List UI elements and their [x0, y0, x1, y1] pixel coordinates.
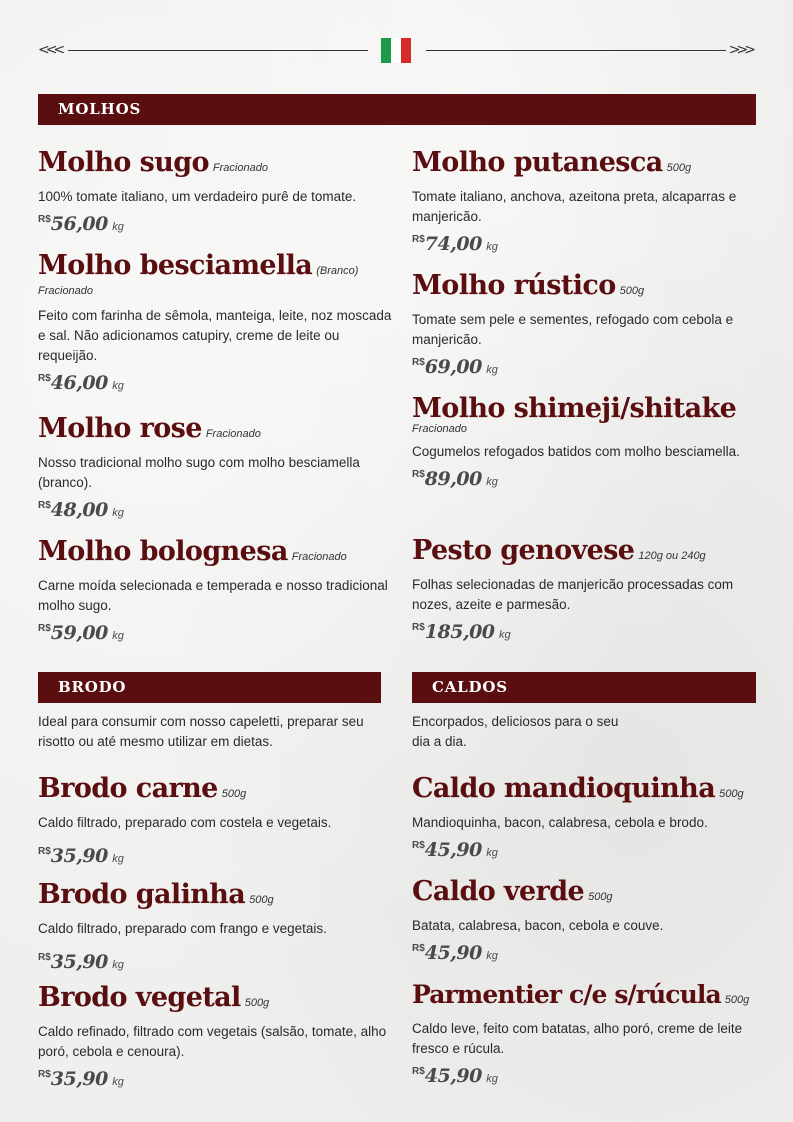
item-price: $^{R\$}$35,90 kg: [38, 845, 124, 867]
item-price: $^{R\$}$89,00 kg: [412, 468, 498, 490]
menu-item: [412, 978, 757, 1087]
item-description: Caldo filtrado, preparado com frango e vegetais.: [38, 921, 327, 936]
item-price: $^{R\$}$69,00 kg: [412, 356, 498, 378]
menu-item: [412, 269, 772, 378]
menu-item: [38, 249, 398, 394]
item-price: $^{R\$}$48,00 kg: [38, 499, 124, 521]
item-description: Nosso tradicional molho sugo com molho besciamella (branco).: [38, 455, 360, 490]
item-tag: 500g: [249, 894, 274, 906]
item-tag: 120g ou 240g: [638, 550, 706, 562]
item-tag: Fracionado: [38, 285, 94, 297]
item-price: $^{R\$}$45,90 kg: [412, 1065, 498, 1087]
menu-item: [412, 392, 772, 490]
item-name: Molho putanesca 500g: [412, 147, 692, 178]
item-description: 100% tomate italiano, um verdadeiro purê de tomate.: [38, 189, 357, 204]
italian-flag-icon: [381, 38, 411, 63]
item-tag: Fracionado: [412, 423, 468, 435]
item-description: Caldo filtrado, preparado com costela e vegetais.: [38, 815, 332, 830]
item-description: Tomate sem pele e sementes, refogado com cebola e manjericão.: [412, 312, 734, 347]
item-tag: Fracionado: [212, 162, 268, 174]
item-tag: Fracionado: [291, 551, 347, 563]
top-decoration: [38, 38, 756, 64]
item-name: Molho shimeji/shitake: [412, 393, 737, 424]
menu-item: [38, 146, 398, 235]
item-name: Molho rústico 500g: [412, 270, 645, 301]
item-name: Parmentier c/e s/rúcula 500g: [412, 980, 750, 1009]
arrow-right-icon: >>>: [728, 42, 752, 58]
item-name: Brodo galinha 500g: [38, 879, 274, 910]
arrow-left-icon: <<<: [38, 42, 62, 58]
item-description: Tomate italiano, anchova, azeitona preta, alcaparras e manjericão.: [412, 189, 737, 224]
menu-item: [38, 878, 398, 973]
item-description: Cogumelos refogados batidos com molho besciamella.: [412, 444, 740, 459]
menu-item: [412, 146, 772, 255]
item-description: Mandioquinha, bacon, calabresa, cebola e brodo.: [412, 815, 708, 830]
item-tag: 500g: [666, 162, 692, 174]
menu-item: [412, 772, 772, 861]
item-price: $^{R\$}$74,00 kg: [412, 233, 498, 255]
divider-right: [426, 50, 726, 51]
item-name: Caldo verde 500g: [412, 876, 613, 907]
item-name: Brodo carne 500g: [38, 773, 247, 804]
item-price: $^{R\$}$45,90 kg: [412, 839, 498, 861]
item-description: Caldo refinado, filtrado com vegetais (salsão, tomate, alho poró, cebola e cenoura).: [38, 1024, 387, 1059]
section-header-caldos: CALDOS: [412, 672, 756, 703]
item-name: Brodo vegetal 500g: [38, 982, 270, 1013]
menu-item: [412, 534, 772, 643]
brodo-intro: Ideal para consumir com nosso capeletti, preparar seu risotto ou até mesmo utilizar em dietas.: [38, 714, 364, 749]
section-header-molhos: MOLHOS: [38, 94, 756, 125]
item-price: $^{R\$}$56,00 kg: [38, 213, 124, 235]
item-name: Caldo mandioquinha 500g: [412, 773, 744, 804]
item-name: Molho sugo Fracionado: [38, 147, 268, 178]
item-name: Pesto genovese 120g ou 240g: [412, 535, 706, 566]
item-price: $^{R\$}$45,90 kg: [412, 942, 498, 964]
item-tag: (Branco): [316, 265, 359, 277]
menu-item: [38, 535, 398, 644]
section-header-brodo: BRODO: [38, 672, 381, 703]
divider-left: [68, 50, 368, 51]
caldos-intro: Encorpados, deliciosos para o seu dia a dia.: [412, 714, 619, 749]
item-tag: 500g: [221, 788, 247, 800]
item-name: Molho bolognesa Fracionado: [38, 536, 347, 567]
menu-item: [38, 981, 398, 1090]
menu-item: [38, 412, 398, 521]
item-description: Feito com farinha de sêmola, manteiga, leite, noz moscada e sal. Não adicionamos catupiry, creme de leite ou requeijão.: [38, 308, 392, 363]
menu-item: [38, 772, 398, 867]
item-tag: 500g: [719, 788, 744, 800]
item-description: Caldo leve, feito com batatas, alho poró, creme de leite fresco e rúcula.: [412, 1021, 743, 1056]
item-tag: 500g: [619, 285, 645, 297]
item-price: $^{R\$}$35,90 kg: [38, 1068, 124, 1090]
item-tag: 500g: [724, 994, 750, 1006]
item-name: Molho rose Fracionado: [38, 413, 261, 444]
item-description: Batata, calabresa, bacon, cebola e couve.: [412, 918, 664, 933]
item-price: $^{R\$}$59,00 kg: [38, 622, 124, 644]
item-description: Folhas selecionadas de manjericão processadas com nozes, azeite e parmesão.: [412, 577, 734, 612]
item-tag: Fracionado: [205, 428, 261, 440]
item-tag: 500g: [588, 891, 613, 903]
item-price: $^{R\$}$35,90 kg: [38, 951, 124, 973]
menu-item: [412, 875, 772, 964]
item-tag: 500g: [244, 997, 270, 1009]
item-name: Molho besciamella (Branco): [38, 250, 359, 281]
item-description: Carne moída selecionada e temperada e nosso tradicional molho sugo.: [38, 578, 388, 613]
item-price: $^{R\$}$46,00 kg: [38, 372, 124, 394]
item-price: $^{R\$}$185,00 kg: [412, 621, 511, 643]
